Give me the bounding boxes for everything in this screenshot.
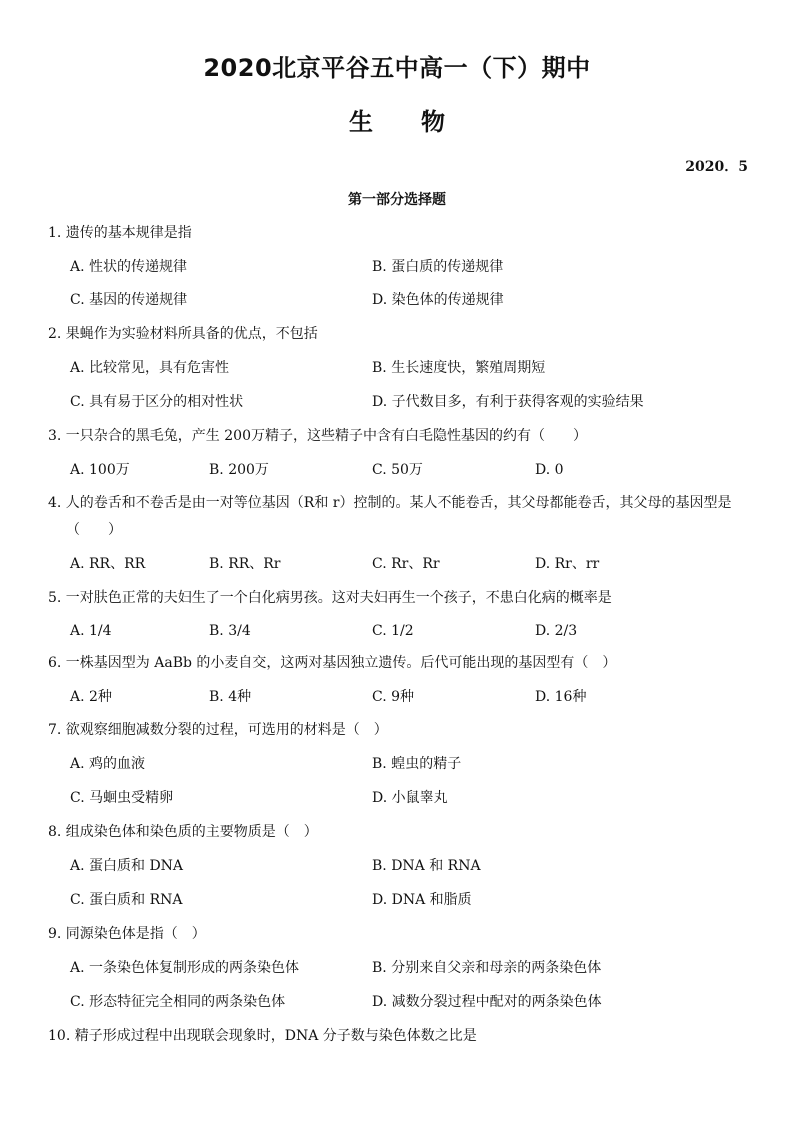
- question-8-option-b: B. DNA 和 RNA: [372, 858, 481, 874]
- question-8-option-c: C. 蛋白质和 RNA: [70, 892, 183, 908]
- question-6-option-a: A. 2种: [70, 689, 112, 705]
- question-8-option-a: A. 蛋白质和 DNA: [70, 858, 184, 874]
- question-9-option-a: A. 一条染色体复制形成的两条染色体: [70, 960, 300, 976]
- question-7-option-a: A. 鸡的血液: [70, 756, 146, 772]
- question-7-option-c: C. 马蛔虫受精卵: [70, 790, 174, 806]
- question-9-option-b: B. 分别来自父亲和母亲的两条染色体: [372, 960, 602, 976]
- question-7-stem: 7. 欲观察细胞减数分裂的过程，可选用的材料是（ ）: [48, 722, 388, 738]
- question-2-option-d: D. 子代数目多，有利于获得客观的实验结果: [372, 394, 644, 410]
- question-5-option-c: C. 1/2: [372, 623, 414, 639]
- question-4-option-d: D. Rr、rr: [535, 556, 600, 572]
- question-6-option-b: B. 4种: [209, 689, 252, 705]
- section-title: 第一部分选择题: [348, 192, 446, 208]
- question-5-option-d: D. 2/3: [535, 623, 578, 639]
- question-2-stem: 2. 果蝇作为实验材料所具备的优点，不包括: [48, 326, 318, 342]
- question-9-stem: 9. 同源染色体是指（ ）: [48, 926, 206, 942]
- subject-char-2: 物: [421, 108, 445, 136]
- question-3-option-d: D. 0: [535, 462, 564, 478]
- subject-title: [0, 102, 794, 137]
- question-1-stem: 1. 遗传的基本规律是指: [48, 225, 192, 241]
- question-9-option-d: D. 减数分裂过程中配对的两条染色体: [372, 994, 602, 1010]
- question-4-stem: 4. 人的卷舌和不卷舌是由一对等位基因（R和 r）控制的。某人不能卷舌，其父母都能卷舌，其父母的基因型是: [48, 495, 732, 511]
- question-6-option-c: C. 9种: [372, 689, 415, 705]
- exam-date: 2020．5: [685, 159, 748, 175]
- question-1-option-d: D. 染色体的传递规律: [372, 292, 504, 308]
- question-4-option-c: C. Rr、Rr: [372, 556, 440, 572]
- question-3-stem: 3. 一只杂合的黑毛兔，产生 200万精子，这些精子中含有白毛隐性基因的约有（ ）: [48, 428, 587, 444]
- question-1-option-b: B. 蛋白质的传递规律: [372, 259, 504, 275]
- subject-char-1: 生: [349, 108, 373, 136]
- question-3-option-a: A. 100万: [70, 462, 130, 478]
- question-5-option-b: B. 3/4: [209, 623, 251, 639]
- question-8-option-d: D. DNA 和脂质: [372, 892, 472, 908]
- question-3-option-b: B. 200万: [209, 462, 269, 478]
- question-8-stem: 8. 组成染色体和染色质的主要物质是（ ）: [48, 824, 318, 840]
- page-title: 2020北京平谷五中高一（下）期中: [203, 54, 591, 82]
- question-5-stem: 5. 一对肤色正常的夫妇生了一个白化病男孩。这对夫妇再生一个孩子，不患白化病的概率是: [48, 590, 612, 606]
- question-6-option-d: D. 16种: [535, 689, 587, 705]
- question-1-option-a: A. 性状的传递规律: [70, 259, 188, 275]
- question-5-option-a: A. 1/4: [70, 623, 112, 639]
- question-7-option-b: B. 蝗虫的精子: [372, 756, 462, 772]
- question-3-option-c: C. 50万: [372, 462, 423, 478]
- question-4-option-a: A. RR、RR: [70, 556, 146, 572]
- question-7-option-d: D. 小鼠睾丸: [372, 790, 448, 806]
- question-6-stem: 6. 一株基因型为 AaBb 的小麦自交，这两对基因独立遗传。后代可能出现的基因型有（ ）: [48, 655, 617, 671]
- question-4-stem-continued: （ ）: [66, 522, 122, 538]
- question-10-stem: 10. 精子形成过程中出现联会现象时，DNA 分子数与染色体数之比是: [48, 1028, 477, 1044]
- question-2-option-b: B. 生长速度快，繁殖周期短: [372, 360, 546, 376]
- question-2-option-a: A. 比较常见，具有危害性: [70, 360, 230, 376]
- question-9-option-c: C. 形态特征完全相同的两条染色体: [70, 994, 286, 1010]
- question-2-option-c: C. 具有易于区分的相对性状: [70, 394, 244, 410]
- question-1-option-c: C. 基因的传递规律: [70, 292, 188, 308]
- question-4-option-b: B. RR、Rr: [209, 556, 281, 572]
